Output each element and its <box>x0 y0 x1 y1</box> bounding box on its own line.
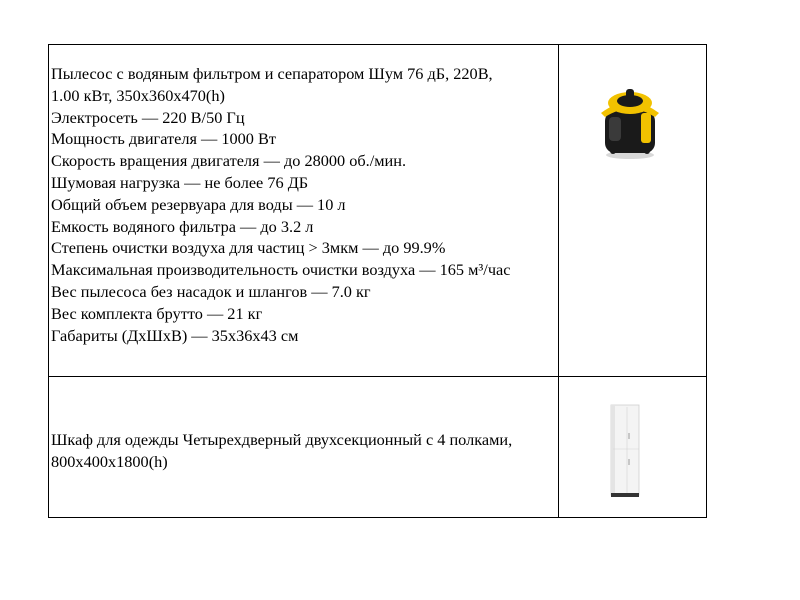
vacuum-cleaner-icon <box>595 83 665 161</box>
description-line: Шумовая нагрузка — не более 76 ДБ <box>51 172 309 192</box>
description-line: Емкость водяного фильтра — до 3.2 л <box>51 216 314 236</box>
wardrobe-description <box>49 377 558 473</box>
table-row <box>49 377 707 518</box>
description-line: Электросеть — 220 В/50 Гц <box>51 107 245 127</box>
product-image-cell <box>559 45 707 377</box>
product-description-cell <box>49 377 559 518</box>
wardrobe-icon <box>605 403 645 499</box>
product-spec-table <box>48 44 707 518</box>
table-row <box>49 45 707 377</box>
description-line: Мощность двигателя — 1000 Вт <box>51 129 276 149</box>
description-line: Вес пылесоса без насадок и шлангов — 7.0 кг <box>51 281 371 301</box>
description-line: Скорость вращения двигателя — до 28000 об./мин. <box>51 151 407 171</box>
description-line: Степень очистки воздуха для частиц > 3мкм — до 99.9% <box>51 238 446 258</box>
description-line: Пылесос с водяным фильтром и сепаратором Шум 76 дБ, 220В, <box>51 64 493 83</box>
description-line: Общий объем резервуара для воды — 10 л <box>51 194 346 214</box>
description-line: 1.00 кВт, 350х360х470(h) <box>51 85 225 105</box>
vacuum-description <box>49 45 558 346</box>
description-line: Габариты (ДхШхВ) — 35х36х43 см <box>51 325 299 345</box>
product-description-cell <box>49 45 559 377</box>
product-image-cell <box>559 377 707 518</box>
description-line: Вес комплекта брутто — 21 кг <box>51 303 263 323</box>
description-line: Шкаф для одежды Четырехдверный двухсекционный с 4 полками, <box>51 430 513 449</box>
description-line: Максимальная производительность очистки воздуха — 165 м³/час <box>51 260 511 280</box>
description-line: 800х400х1800(h) <box>51 451 168 471</box>
